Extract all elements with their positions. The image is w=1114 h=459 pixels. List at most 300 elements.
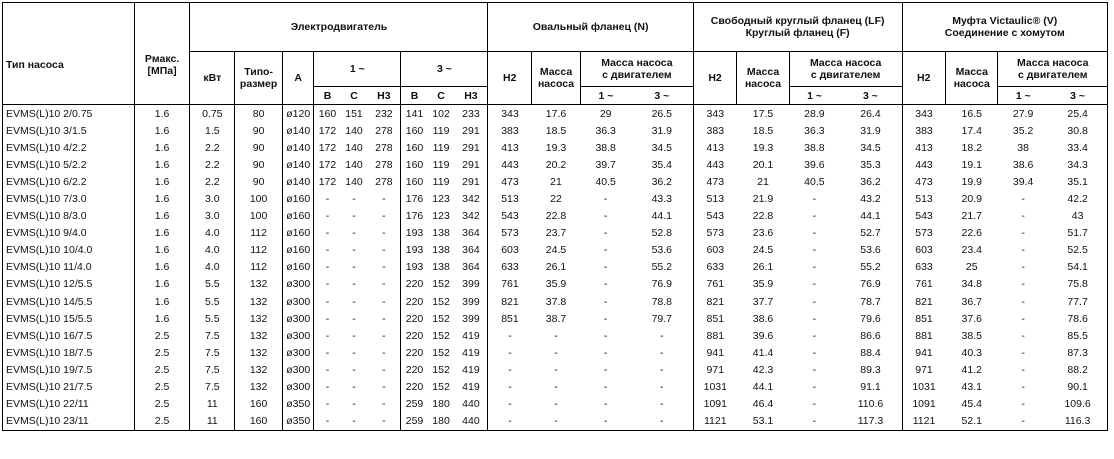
table-row — [3, 344, 1108, 361]
header-vict-mass-motor-l2: с двигателем — [1017, 69, 1088, 81]
cell-3ph-h3: 342 — [454, 190, 488, 207]
cell-3ph-h3: 342 — [454, 208, 488, 225]
header-a: A — [283, 52, 314, 105]
cell-3ph-c: 119 — [432, 175, 450, 188]
cell-vict-mass-pump: 41.2 — [961, 363, 982, 376]
cell-vict-mass-3ph: 51.7 — [1067, 227, 1088, 240]
cell-vict-mass-pump: 19.1 — [961, 158, 982, 171]
table-row — [3, 413, 1108, 431]
cell-a: ø160 — [283, 259, 314, 276]
cell-1ph-c: 140 — [345, 158, 363, 171]
cell-oval-mass-3ph: 36.2 — [631, 173, 694, 190]
cell-pmax: 1.6 — [134, 276, 190, 293]
cell-a: ø160 — [283, 225, 314, 242]
cell-oval-mass-pump: - — [554, 398, 558, 411]
cell-oval-mass-3ph: 55.2 — [631, 259, 694, 276]
cell-3ph-b: 160 — [405, 175, 424, 188]
cell-oval-mass-3ph: - — [631, 379, 694, 396]
cell-oval-mass-1ph: - — [603, 244, 608, 257]
cell-free-h2: 603 — [706, 244, 725, 257]
cell-oval-mass-pump: 22.8 — [545, 210, 567, 223]
cell-oval-mass-3ph: 34.5 — [631, 139, 694, 156]
cell-1ph-h3: 278 — [367, 156, 400, 173]
cell-1ph-h3: - — [367, 396, 400, 413]
cell-3ph-c: 138 — [432, 244, 450, 257]
cell-vict-h2: 1091 — [912, 398, 936, 411]
header-free-1ph: 1 ~ — [789, 87, 839, 105]
cell-1ph-c: - — [352, 278, 356, 291]
cell-oval-h2: - — [508, 415, 512, 428]
cell-oval-mass-pump: 38.7 — [545, 312, 567, 325]
cell-oval-h2: 343 — [501, 107, 519, 120]
cell-free-mass-1ph: 36.3 — [804, 124, 825, 137]
cell-1ph-c: - — [352, 346, 356, 359]
cell-1ph-b: - — [325, 381, 330, 394]
cell-oval-mass-3ph: 53.6 — [631, 242, 694, 259]
cell-oval-mass-pump: - — [554, 363, 558, 376]
cell-vict-mass-3ph: 75.8 — [1067, 278, 1088, 291]
cell-free-mass-pump: 22.8 — [752, 210, 774, 223]
cell-free-mass-pump: 41.4 — [752, 346, 774, 359]
cell-frame-size: 132 — [235, 276, 283, 293]
cell-oval-mass-1ph: 29 — [599, 107, 612, 120]
header-vict-h2: H2 — [902, 52, 946, 105]
cell-1ph-c: 140 — [345, 124, 363, 137]
cell-free-mass-1ph: - — [812, 329, 817, 342]
cell-vict-mass-3ph: 25.4 — [1067, 107, 1088, 120]
cell-oval-h2: 413 — [501, 141, 519, 154]
header-oval-flange-group: Овальный фланец (N) — [488, 3, 693, 52]
cell-oval-mass-1ph: - — [603, 381, 608, 394]
cell-a: ø120 — [283, 105, 314, 123]
table-row — [3, 361, 1108, 378]
cell-vict-mass-1ph: - — [1021, 244, 1025, 257]
cell-oval-mass-3ph: - — [631, 361, 694, 378]
header-1ph-b: B — [314, 87, 341, 105]
cell-a: ø300 — [283, 293, 314, 310]
cell-free-mass-pump: 46.4 — [752, 398, 774, 411]
header-free-mass-pump — [737, 52, 789, 105]
table-row — [3, 310, 1108, 327]
cell-1ph-h3: - — [367, 259, 400, 276]
cell-vict-h2: 543 — [915, 210, 933, 223]
header-pmax-line2: [МПа] — [147, 64, 177, 77]
cell-3ph-c: 180 — [432, 398, 450, 411]
cell-oval-mass-pump: 22 — [550, 193, 562, 206]
cell-vict-h2: 413 — [915, 141, 933, 154]
cell-pump-type: EVMS(L)10 6/2.2 — [3, 173, 135, 190]
cell-vict-mass-1ph: - — [1021, 398, 1025, 411]
cell-a: ø300 — [283, 327, 314, 344]
cell-vict-mass-3ph: 52.5 — [1067, 244, 1088, 257]
cell-kw: 4.0 — [190, 259, 235, 276]
header-vict-3ph: 3 ~ — [1048, 87, 1107, 105]
cell-1ph-c: - — [352, 312, 356, 325]
cell-kw: 0.75 — [190, 105, 235, 123]
cell-pmax: 2.5 — [134, 327, 190, 344]
cell-free-mass-pump: 21.9 — [752, 193, 774, 206]
cell-vict-h2: 761 — [915, 278, 933, 291]
cell-1ph-b: - — [325, 346, 330, 359]
cell-frame-size: 100 — [235, 190, 283, 207]
cell-vict-h2: 881 — [915, 329, 933, 342]
cell-1ph-h3: - — [367, 310, 400, 327]
cell-frame-size: 90 — [235, 173, 283, 190]
cell-kw: 2.2 — [190, 173, 235, 190]
header-free-flange-line2: Круглый фланец (F) — [745, 27, 850, 39]
cell-vict-mass-1ph: - — [1021, 278, 1025, 291]
cell-frame-size: 160 — [235, 413, 283, 431]
cell-free-h2: 971 — [706, 363, 725, 376]
header-free-mass-motor-l2: с двигателем — [810, 69, 881, 81]
cell-free-mass-3ph: 36.2 — [839, 173, 902, 190]
cell-free-mass-pump: 35.9 — [752, 278, 774, 291]
cell-free-mass-1ph: - — [812, 346, 817, 359]
header-pmax — [134, 3, 190, 105]
header-frame-size — [235, 52, 283, 105]
header-oval-mass-pump — [531, 52, 580, 105]
cell-3ph-h3: 419 — [454, 361, 488, 378]
cell-pump-type: EVMS(L)10 15/5.5 — [3, 310, 135, 327]
cell-1ph-h3: - — [367, 276, 400, 293]
cell-free-mass-3ph: 43.2 — [839, 190, 902, 207]
cell-1ph-c: 140 — [345, 141, 363, 154]
cell-3ph-h3: 291 — [454, 139, 488, 156]
cell-3ph-c: 152 — [432, 363, 450, 376]
cell-3ph-h3: 364 — [454, 259, 488, 276]
table-row — [3, 122, 1108, 139]
cell-kw: 3.0 — [190, 190, 235, 207]
cell-free-mass-1ph: - — [812, 244, 817, 257]
cell-pmax: 2.5 — [134, 396, 190, 413]
cell-vict-mass-pump: 23.4 — [961, 244, 982, 257]
cell-vict-mass-3ph: 42.2 — [1067, 193, 1088, 206]
cell-pump-type: EVMS(L)10 12/5.5 — [3, 276, 135, 293]
cell-oval-mass-1ph: 39.7 — [595, 158, 616, 171]
cell-pump-type: EVMS(L)10 22/11 — [3, 396, 135, 413]
cell-vict-mass-pump: 45.4 — [961, 398, 982, 411]
cell-3ph-b: 220 — [405, 346, 424, 359]
cell-free-h2: 383 — [706, 124, 725, 137]
cell-1ph-b: - — [325, 415, 330, 428]
header-vict-mass-motor — [998, 52, 1108, 87]
cell-3ph-c: 152 — [432, 329, 450, 342]
cell-1ph-b: 172 — [318, 124, 337, 137]
table-row — [3, 173, 1108, 190]
cell-free-mass-1ph: - — [812, 295, 817, 308]
cell-oval-mass-1ph: - — [603, 363, 608, 376]
cell-pump-type: EVMS(L)10 4/2.2 — [3, 139, 135, 156]
cell-vict-h2: 821 — [915, 295, 933, 308]
header-oval-mass-motor — [581, 52, 694, 87]
cell-3ph-b: 176 — [405, 210, 424, 223]
header-oval-h2: H2 — [488, 52, 532, 105]
cell-frame-size: 90 — [235, 122, 283, 139]
cell-free-mass-1ph: - — [812, 210, 817, 223]
cell-3ph-h3: 233 — [454, 105, 488, 123]
cell-1ph-b: 172 — [318, 158, 337, 171]
cell-frame-size: 80 — [235, 105, 283, 123]
cell-1ph-b: 160 — [318, 107, 337, 120]
header-kw: кВт — [190, 52, 235, 105]
cell-free-mass-3ph: 44.1 — [839, 208, 902, 225]
cell-1ph-c: - — [352, 363, 356, 376]
cell-pmax: 1.6 — [134, 105, 190, 123]
cell-kw: 7.5 — [190, 379, 235, 396]
cell-oval-mass-3ph: 44.1 — [631, 208, 694, 225]
cell-vict-h2: 473 — [915, 175, 933, 188]
header-3ph-c: C — [428, 87, 455, 105]
cell-vict-mass-3ph: 85.5 — [1067, 329, 1088, 342]
cell-oval-h2: - — [508, 363, 512, 376]
cell-oval-mass-pump: 24.5 — [545, 244, 567, 257]
cell-a: ø300 — [283, 344, 314, 361]
cell-oval-mass-1ph: - — [603, 227, 608, 240]
cell-3ph-b: 220 — [405, 329, 424, 342]
header-oval-1ph: 1 ~ — [581, 87, 631, 105]
cell-oval-mass-3ph: 26.5 — [631, 105, 694, 123]
cell-kw: 5.5 — [190, 293, 235, 310]
cell-kw: 3.0 — [190, 208, 235, 225]
cell-free-mass-1ph: 38.8 — [804, 141, 825, 154]
cell-1ph-h3: 278 — [367, 122, 400, 139]
cell-1ph-h3: - — [367, 208, 400, 225]
cell-vict-mass-3ph: 30.8 — [1067, 124, 1088, 137]
cell-vict-h2: 513 — [915, 193, 933, 206]
cell-3ph-c: 152 — [432, 295, 450, 308]
cell-oval-h2: 443 — [501, 158, 519, 171]
cell-kw: 7.5 — [190, 361, 235, 378]
cell-pmax: 1.6 — [134, 139, 190, 156]
cell-3ph-c: 138 — [432, 261, 450, 274]
cell-oval-h2: 633 — [501, 261, 519, 274]
cell-1ph-b: - — [325, 193, 330, 206]
cell-kw: 11 — [190, 413, 235, 431]
cell-oval-mass-1ph: - — [603, 346, 608, 359]
cell-1ph-h3: - — [367, 225, 400, 242]
cell-vict-mass-pump: 52.1 — [961, 415, 982, 428]
cell-kw: 5.5 — [190, 276, 235, 293]
cell-vict-h2: 343 — [915, 107, 933, 120]
cell-1ph-b: - — [325, 398, 330, 411]
cell-free-mass-1ph: 39.6 — [804, 158, 825, 171]
cell-vict-mass-3ph: 43 — [1071, 210, 1084, 223]
cell-a: ø350 — [283, 396, 314, 413]
cell-pmax: 1.6 — [134, 225, 190, 242]
cell-vict-h2: 573 — [915, 227, 933, 240]
cell-oval-mass-3ph: - — [631, 344, 694, 361]
cell-free-mass-1ph: - — [812, 415, 817, 428]
cell-a: ø300 — [283, 276, 314, 293]
header-3ph-b: B — [401, 87, 428, 105]
cell-3ph-c: 123 — [432, 210, 450, 223]
cell-oval-mass-1ph: - — [603, 398, 608, 411]
header-oval-3ph: 3 ~ — [631, 87, 694, 105]
cell-3ph-b: 176 — [405, 193, 424, 206]
cell-oval-mass-1ph: - — [603, 295, 608, 308]
header-victaulic-line2: Соединение с хомутом — [944, 27, 1065, 39]
cell-frame-size: 132 — [235, 310, 283, 327]
cell-vict-mass-pump: 43.1 — [961, 381, 982, 394]
cell-free-mass-pump: 53.1 — [752, 415, 774, 428]
cell-free-mass-1ph: - — [812, 381, 817, 394]
cell-free-mass-3ph: 53.6 — [839, 242, 902, 259]
cell-oval-mass-pump: 23.7 — [545, 227, 567, 240]
cell-1ph-b: - — [325, 278, 330, 291]
cell-3ph-b: 193 — [405, 227, 424, 240]
cell-1ph-h3: - — [367, 361, 400, 378]
cell-vict-mass-1ph: - — [1021, 363, 1025, 376]
cell-vict-mass-1ph: - — [1021, 261, 1025, 274]
cell-pump-type: EVMS(L)10 9/4.0 — [3, 225, 135, 242]
cell-free-h2: 343 — [706, 107, 725, 120]
cell-free-h2: 1121 — [703, 415, 727, 428]
cell-1ph-h3: - — [367, 344, 400, 361]
cell-free-h2: 821 — [706, 295, 725, 308]
header-1ph-h3: H3 — [367, 87, 400, 105]
cell-a: ø140 — [283, 139, 314, 156]
table-row — [3, 259, 1108, 276]
cell-1ph-c: - — [352, 329, 356, 342]
cell-oval-mass-3ph: 52.8 — [631, 225, 694, 242]
cell-free-mass-3ph: 55.2 — [839, 259, 902, 276]
cell-3ph-b: 160 — [405, 158, 424, 171]
cell-vict-mass-3ph: 109.6 — [1064, 398, 1091, 411]
table-row — [3, 105, 1108, 123]
cell-oval-mass-3ph: 76.9 — [631, 276, 694, 293]
cell-free-mass-3ph: 88.4 — [839, 344, 902, 361]
cell-vict-mass-pump: 36.7 — [961, 295, 982, 308]
cell-3ph-b: 193 — [405, 261, 424, 274]
cell-oval-mass-1ph: - — [603, 312, 608, 325]
cell-1ph-c: - — [352, 295, 356, 308]
pump-spec-table-container — [2, 2, 1108, 431]
cell-free-mass-3ph: 76.9 — [839, 276, 902, 293]
cell-1ph-h3: - — [367, 327, 400, 344]
cell-1ph-c: 151 — [345, 107, 363, 120]
cell-vict-mass-pump: 18.2 — [961, 141, 982, 154]
cell-free-mass-1ph: - — [812, 278, 817, 291]
cell-oval-mass-3ph: - — [631, 396, 694, 413]
cell-vict-h2: 851 — [915, 312, 933, 325]
cell-free-mass-pump: 18.5 — [752, 124, 774, 137]
cell-oval-mass-pump: - — [554, 329, 558, 342]
header-free-3ph: 3 ~ — [839, 87, 902, 105]
cell-pmax: 1.6 — [134, 122, 190, 139]
cell-a: ø350 — [283, 413, 314, 431]
cell-pump-type: EVMS(L)10 16/7.5 — [3, 327, 135, 344]
cell-free-mass-3ph: 117.3 — [839, 413, 902, 431]
cell-vict-h2: 1121 — [912, 415, 936, 428]
cell-oval-mass-pump: 17.6 — [545, 107, 567, 120]
cell-a: ø160 — [283, 242, 314, 259]
cell-3ph-h3: 419 — [454, 379, 488, 396]
cell-vict-mass-3ph: 78.6 — [1067, 312, 1088, 325]
cell-free-mass-1ph: - — [812, 261, 817, 274]
cell-1ph-h3: 232 — [367, 105, 400, 123]
cell-1ph-h3: 278 — [367, 139, 400, 156]
cell-free-h2: 941 — [706, 346, 725, 359]
cell-vict-mass-1ph: - — [1021, 210, 1025, 223]
cell-vict-mass-3ph: 33.4 — [1067, 141, 1088, 154]
cell-vict-mass-3ph: 90.1 — [1067, 381, 1088, 394]
header-frame-line2: размер — [239, 78, 278, 90]
cell-vict-h2: 971 — [915, 363, 933, 376]
cell-vict-mass-pump: 20.9 — [961, 193, 982, 206]
cell-vict-mass-3ph: 54.1 — [1067, 261, 1088, 274]
cell-pump-type: EVMS(L)10 23/11 — [3, 413, 135, 431]
cell-kw: 4.0 — [190, 242, 235, 259]
cell-3ph-b: 220 — [405, 363, 424, 376]
cell-vict-mass-pump: 37.6 — [961, 312, 982, 325]
table-row — [3, 156, 1108, 173]
cell-a: ø300 — [283, 379, 314, 396]
cell-a: ø140 — [283, 122, 314, 139]
cell-frame-size: 132 — [235, 379, 283, 396]
cell-3ph-c: 152 — [432, 381, 450, 394]
cell-oval-mass-pump: 20.2 — [545, 158, 567, 171]
cell-vict-mass-3ph: 88.2 — [1067, 363, 1088, 376]
cell-pump-type: EVMS(L)10 14/5.5 — [3, 293, 135, 310]
cell-1ph-c: - — [352, 210, 356, 223]
cell-1ph-b: - — [325, 363, 330, 376]
cell-pump-type: EVMS(L)10 2/0.75 — [3, 105, 135, 123]
cell-3ph-b: 160 — [405, 141, 424, 154]
cell-free-mass-3ph: 34.5 — [839, 139, 902, 156]
cell-3ph-b: 160 — [405, 124, 424, 137]
cell-free-mass-3ph: 52.7 — [839, 225, 902, 242]
cell-oval-mass-pump: 35.9 — [545, 278, 567, 291]
pump-spec-table-body — [3, 105, 1108, 431]
cell-vict-mass-3ph: 34.3 — [1067, 158, 1088, 171]
cell-frame-size: 160 — [235, 396, 283, 413]
table-row — [3, 379, 1108, 396]
cell-vict-mass-1ph: 38.6 — [1012, 158, 1034, 171]
header-victaulic-line1: Муфта Victaulic® (V) — [952, 15, 1058, 27]
cell-a: ø140 — [283, 173, 314, 190]
cell-vict-mass-3ph: 35.1 — [1067, 175, 1088, 188]
cell-3ph-c: 119 — [432, 141, 450, 154]
cell-free-mass-pump: 17.5 — [752, 107, 774, 120]
cell-oval-h2: 761 — [501, 278, 519, 291]
cell-oval-mass-1ph: - — [603, 278, 608, 291]
cell-3ph-c: 119 — [432, 158, 450, 171]
cell-frame-size: 132 — [235, 327, 283, 344]
header-oval-mass-motor-l1: Масса насоса — [601, 57, 673, 69]
cell-3ph-b: 220 — [405, 381, 424, 394]
cell-1ph-c: - — [352, 415, 356, 428]
cell-pmax: 2.5 — [134, 379, 190, 396]
cell-1ph-b: 172 — [318, 141, 337, 154]
cell-free-mass-pump: 23.6 — [752, 227, 774, 240]
header-victaulic-group — [902, 3, 1107, 52]
cell-free-mass-1ph: - — [812, 193, 817, 206]
cell-free-mass-1ph: 28.9 — [804, 107, 825, 120]
cell-pump-type: EVMS(L)10 21/7.5 — [3, 379, 135, 396]
cell-vict-h2: 941 — [915, 346, 933, 359]
header-frame-line1: Типо- — [244, 66, 273, 78]
header-free-flange-group — [693, 3, 902, 52]
table-row — [3, 225, 1108, 242]
cell-1ph-b: 172 — [318, 175, 337, 188]
cell-1ph-c: - — [352, 227, 356, 240]
cell-3ph-h3: 291 — [454, 122, 488, 139]
cell-vict-mass-pump: 25 — [965, 261, 978, 274]
cell-vict-mass-1ph: - — [1021, 381, 1025, 394]
cell-pmax: 1.6 — [134, 310, 190, 327]
cell-kw: 7.5 — [190, 327, 235, 344]
cell-1ph-c: - — [352, 398, 356, 411]
